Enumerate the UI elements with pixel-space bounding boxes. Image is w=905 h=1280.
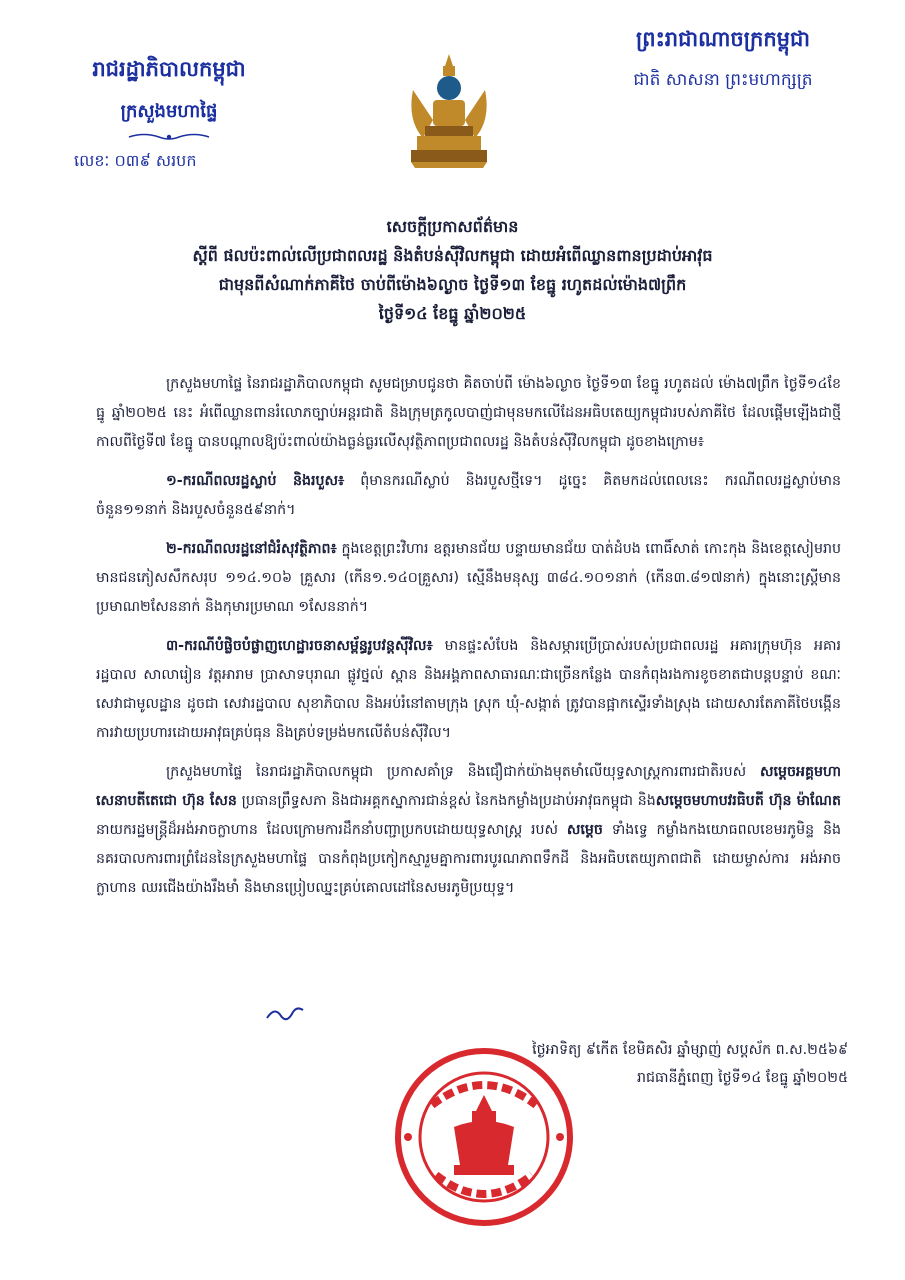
- reference-number: លេខៈ ០៣៩ សរបក: [74, 151, 197, 170]
- government-name: រាជរដ្ឋាភិបាលកម្ពុជា: [92, 57, 246, 81]
- national-motto: ជាតិ សាសនា ព្រះមហាក្សត្រ: [633, 70, 813, 90]
- closing-paragraph: [96, 758, 841, 903]
- lunar-date: ថ្ងៃអាទិត្យ ៩កើត ខែមិគសិរ ឆ្នាំម្សាញ់ សប្តស័ក ព.ស.២៥៦៩: [532, 1042, 848, 1058]
- item-2-label: ២-ករណីពលរដ្ឋនៅជំរំសុវត្ថិភាព៖: [166, 541, 337, 557]
- initial-mark-icon: [265, 1004, 305, 1024]
- closing-text-a: ក្រសួងមហាផ្ទៃ នៃរាជរដ្ឋាភិបាលកម្ពុជា ប្រកាសគាំទ្រ និងជឿជាក់យ៉ាងមុតមាំលើយុទ្ធសាស្ត្រការពារជាតិរបស់: [166, 764, 760, 780]
- ministry-red-seal-icon: [392, 1045, 576, 1229]
- title-line-2: ស្តីពី ផលប៉ះពាល់លើប្រជាពលរដ្ឋ និងតំបន់ស៊ីវិលកម្ពុជា ដោយអំពើឈ្លានពានប្រដាប់អាវុធ: [192, 246, 713, 265]
- title-line-1: សេចក្តីប្រកាសព័ត៌មាន: [386, 217, 519, 236]
- closing-name-2: សម្តេចមហាបវរធិបតី ហ៊ុន ម៉ាណែត: [655, 793, 841, 809]
- item-1-paragraph: [96, 467, 841, 525]
- item-1-text: ពុំមានករណីស្លាប់ និងរបួសថ្មីទេ។ ដូច្នេះ គិតមកដល់ពេលនេះ ករណីពលរដ្ឋស្លាប់មានចំនួន១១នាក់ និងរបួសចំនួន៥៩នាក់។: [96, 473, 841, 518]
- item-2-text: ក្នុងខេត្តព្រះវិហារ ឧត្តរមានជ័យ បន្ទាយមានជ័យ បាត់ដំបង ពោធិ៍សាត់ កោះកុង និងខេត្តសៀមរាប មានជនភៀសសឹកសរុប ១១៤.១០៦ គ្រួសារ (កើន១.១៤០គ្រួសារ) ស្មើនឹងមនុស្ស ៣៨៤.១០១នាក់ (កើន៣.៨១៧នាក់) ក្នុងនោះស្ត្រីមានប្រមាណ២សែននាក់ និងកុមារប្រមាណ ១សែននាក់។: [96, 541, 841, 615]
- closing-name-3: សម្តេច: [566, 822, 603, 838]
- closing-name-1: សម្តេចអគ្គមហាសេនាបតីតេជោ ហ៊ុន សែន: [96, 764, 841, 809]
- closing-text-d: ទាំងទ្វេ កម្លាំងកងយោធពលខេមរភូមិន្ទ និងនគរបាលការពារព្រំដែននៃក្រសួងមហាផ្ទៃ បានកំពុងប្រកៀកស្មារួមគ្នាការពារបូរណភាពទឹកដី និងអធិបតេយ្យភាពជាតិ ដោយម្ចាស់ការ អង់អាចក្លាហាន ឈរជើងយ៉ាងរឹងមាំ និងមានប្រៀបឈ្នះគ្រប់គោលដៅនៃសមរភូមិប្រយុទ្ធ។: [96, 822, 841, 896]
- ministry-name: ក្រសួងមហាផ្ទៃ: [120, 101, 218, 122]
- kingdom-name: ព្រះរាជាណាចក្រកម្ពុជា: [635, 27, 810, 51]
- closing-text-b: ប្រធានព្រឹទ្ធសភា និងជាអគ្គកស្នាការជាន់ខ្ពស់ នៃកងកម្លាំងប្រដាប់អាវុធកម្ពុជា និង: [236, 793, 656, 809]
- closing-text-c: នាយករដ្ឋមន្ត្រីដ៏អង់អាចក្លាហាន ដែលក្រោមការដឹកនាំបញ្ជាប្រកបដោយយុទ្ធសាស្ត្រ របស់: [96, 822, 567, 838]
- item-3-text: មានផ្ទះសំបែង និងសម្ភារប្រើប្រាស់របស់ប្រជាពលរដ្ឋ អគារក្រុមហ៊ុន អគាររដ្ឋបាល សាលារៀន វត្តអារាម ប្រាសាទបុរាណ ផ្លូវថ្នល់ ស្ពាន និងអង្គភាពសាធារណៈជាច្រើនកន្លែង បានកំពុងរងការខូចខាតជាបន្តបន្ទាប់ ខណៈសេវាជាមូលដ្ឋាន ដូចជា សេវារដ្ឋបាល សុខាភិបាល និងអប់រំនៅតាមក្រុង ស្រុក ឃុំ-សង្កាត់ ត្រូវបានផ្អាកស្ទើរទាំងស្រុង ដោយសារតែភាគីថៃបង្កើនការវាយប្រហារដោយអាវុធគ្រប់ធុន និងគ្រប់ទម្រង់មកលើតំបន់ស៊ីវិល។: [96, 638, 841, 741]
- kingdom-block: [598, 26, 848, 94]
- solar-date: រាជធានីភ្នំពេញ ថ្ងៃទី១៤ ខែធ្នូ ឆ្នាំ២០២៥: [637, 1070, 848, 1086]
- ornament-divider-icon: [124, 132, 214, 142]
- royal-arms-emblem-icon: [403, 50, 495, 170]
- item-3-label: ៣-ករណីបំផ្លិចបំផ្លាញហេដ្ឋារចនាសម្ព័ន្ធរូបវន្តស៊ីវិល៖: [166, 638, 433, 654]
- document-body: [96, 370, 841, 913]
- item-1-label: ១-ករណីពលរដ្ឋស្លាប់ និងរបួស៖: [166, 473, 345, 489]
- intro-paragraph: ក្រសួងមហាផ្ទៃ នៃរាជរដ្ឋាភិបាលកម្ពុជា សូមជម្រាបជូនថា គិតចាប់ពី ម៉ោង៦ល្ងាច ថ្ងៃទី១៣ ខែធ្នូ រហូតដល់ ម៉ោង៧ព្រឹក ថ្ងៃទី១៤ខែធ្នូ ឆ្នាំ២០២៥ នេះ អំពើឈ្លានពានរំលោភច្បាប់អន្តរជាតិ និងក្រុមត្រកូលបាញ់ជាមុនមកលើដែនអធិបតេយ្យកម្ពុជារបស់ភាគីថៃ ដែលផ្តើមឡើងជាថ្មីកាលពីថ្ងៃទី៧ ខែធ្នូ បានបណ្តាលឱ្យប៉ះពាល់យ៉ាងធ្ងន់ធ្ងរលើសុវត្ថិភាពប្រជាពលរដ្ឋ និងតំបន់ស៊ីវិលកម្ពុជា ដូចខាងក្រោម៖: [96, 376, 841, 450]
- issuer-block: [64, 56, 274, 142]
- document-title: [70, 212, 835, 328]
- item-3-paragraph: [96, 632, 841, 748]
- title-line-4: ថ្ងៃទី១៤ ខែធ្នូ ឆ្នាំ២០២៥: [378, 304, 527, 323]
- item-2-paragraph: [96, 535, 841, 622]
- title-line-3: ជាមុនពីសំណាក់ភាគីថៃ ចាប់ពីម៉ោង៦ល្ងាច ថ្ងៃទី១៣ ខែធ្នូ រហូតដល់ម៉ោង៧ព្រឹក: [218, 275, 687, 294]
